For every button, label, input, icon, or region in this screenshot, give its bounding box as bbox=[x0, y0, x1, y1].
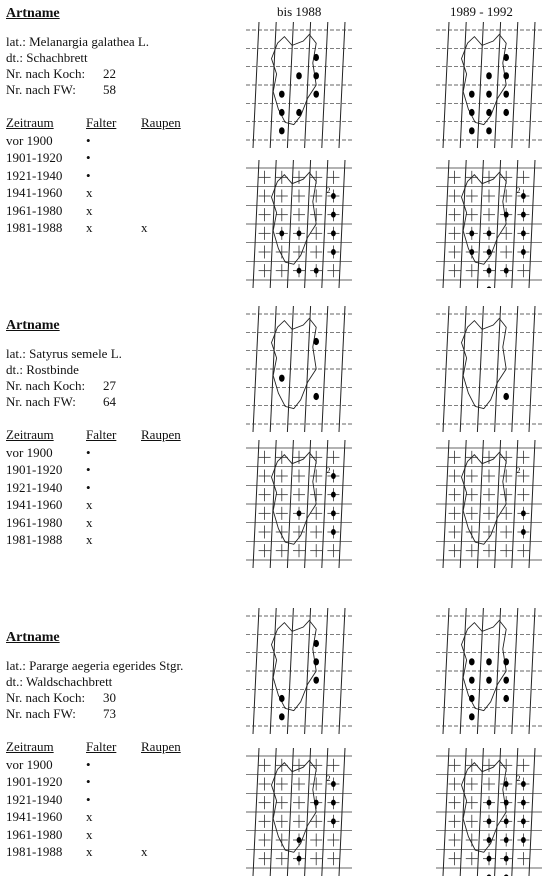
falter-cell: • bbox=[86, 756, 91, 772]
falter-cell: x bbox=[86, 514, 93, 530]
period-table bbox=[6, 114, 236, 237]
period-cell: 1901-1920 bbox=[6, 774, 63, 789]
header-zeitraum: Zeitraum bbox=[6, 115, 54, 130]
occurrence-dot bbox=[504, 874, 509, 876]
occurrence-dot bbox=[487, 837, 492, 843]
occurrence-dot bbox=[503, 91, 509, 98]
falter-cell: x bbox=[86, 497, 93, 512]
period-cell: 1981-1988 bbox=[6, 220, 63, 235]
falter-cell: x bbox=[86, 809, 93, 824]
species-heading: Artname bbox=[6, 630, 60, 645]
falter-cell: • bbox=[86, 444, 91, 460]
german-name: dt.: Rostbinde bbox=[6, 362, 79, 377]
occurrence-dot bbox=[297, 837, 302, 843]
falter-cell: x bbox=[86, 844, 93, 859]
occurrence-dot bbox=[503, 109, 509, 116]
koch-label: Nr. nach Koch: bbox=[6, 690, 86, 705]
occurrence-dot bbox=[487, 230, 492, 236]
occurrence-dot bbox=[486, 127, 492, 134]
occurrence-dot bbox=[313, 338, 319, 345]
raupen-cell bbox=[141, 826, 201, 844]
occurrence-dot bbox=[487, 856, 492, 862]
occurrence-dot bbox=[279, 91, 285, 98]
occurrence-dot bbox=[469, 127, 475, 134]
period-cell: 1901-1920 bbox=[6, 150, 63, 165]
species-info bbox=[6, 658, 236, 722]
occurrence-dot bbox=[331, 818, 336, 824]
occurrence-dot bbox=[487, 874, 492, 876]
occurrence-dot bbox=[469, 695, 475, 702]
occurrence-dot bbox=[521, 800, 526, 806]
distribution-map-fine bbox=[246, 160, 352, 288]
occurrence-dot bbox=[521, 249, 526, 255]
occurrence-dot bbox=[521, 837, 526, 843]
occurrence-dot bbox=[279, 127, 285, 134]
occurrence-dot bbox=[486, 109, 492, 116]
raupen-cell bbox=[141, 479, 201, 497]
occurrence-dot bbox=[521, 212, 526, 218]
distribution-map-coarse bbox=[436, 22, 542, 148]
falter-cell: x bbox=[86, 220, 93, 235]
distribution-map-fine bbox=[246, 440, 352, 568]
occurrence-dot bbox=[331, 193, 336, 199]
raupen-cell bbox=[141, 167, 201, 185]
occurrence-dot bbox=[469, 91, 475, 98]
distribution-map-coarse bbox=[246, 306, 352, 432]
occurrence-dot bbox=[487, 249, 492, 255]
period-cell: 1921-1940 bbox=[6, 791, 63, 807]
distribution-map-fine bbox=[436, 160, 542, 288]
distribution-map-coarse bbox=[436, 306, 542, 432]
period-cell: 1981-1988 bbox=[6, 844, 63, 859]
distribution-map-fine bbox=[436, 440, 542, 568]
occurrence-dot bbox=[313, 393, 319, 400]
fw-value: 58 bbox=[103, 82, 116, 97]
occurrence-dot bbox=[297, 510, 302, 516]
column-title-1989-1992: 1989 - 1992 bbox=[450, 4, 513, 19]
raupen-cell bbox=[141, 149, 201, 167]
table-row bbox=[6, 444, 236, 462]
occurrence-dot bbox=[279, 375, 285, 382]
koch-value: 27 bbox=[103, 378, 116, 393]
raupen-cell bbox=[141, 496, 201, 514]
occurrence-dot bbox=[486, 72, 492, 79]
falter-cell: • bbox=[86, 791, 91, 807]
species-heading: Artname bbox=[6, 318, 60, 333]
header-zeitraum: Zeitraum bbox=[6, 739, 54, 754]
distribution-map-coarse bbox=[246, 608, 352, 734]
occurrence-dot bbox=[469, 249, 474, 255]
raupen-cell bbox=[141, 756, 201, 774]
period-cell: vor 1900 bbox=[6, 444, 53, 460]
raupen-cell bbox=[141, 531, 201, 549]
occurrence-dot bbox=[504, 781, 509, 787]
distribution-map-coarse bbox=[246, 22, 352, 148]
table-row bbox=[6, 167, 236, 185]
falter-cell: • bbox=[86, 132, 91, 148]
map-annotation: 2 bbox=[516, 186, 521, 196]
period-cell: 1981-1988 bbox=[6, 532, 63, 547]
occurrence-dot bbox=[313, 677, 319, 684]
period-cell: 1961-1980 bbox=[6, 202, 63, 218]
occurrence-dot bbox=[279, 109, 285, 116]
raupen-cell bbox=[141, 461, 201, 479]
raupen-cell: x bbox=[141, 844, 148, 859]
latin-name: lat.: Melanargia galathea L. bbox=[6, 34, 150, 49]
header-falter: Falter bbox=[86, 427, 117, 442]
occurrence-dot bbox=[313, 91, 319, 98]
occurrence-dot bbox=[313, 658, 319, 665]
german-name: dt.: Schachbrett bbox=[6, 50, 88, 65]
header-raupen: Raupen bbox=[141, 427, 181, 442]
occurrence-dot bbox=[313, 640, 319, 647]
map-annotation: 2 bbox=[516, 466, 521, 476]
occurrence-dot bbox=[314, 800, 319, 806]
raupen-cell bbox=[141, 773, 201, 791]
occurrence-dot bbox=[331, 529, 336, 535]
table-row bbox=[6, 843, 236, 861]
table-row bbox=[6, 479, 236, 497]
column-title-bis-1988: bis 1988 bbox=[277, 4, 322, 19]
occurrence-dot bbox=[503, 393, 509, 400]
header-raupen: Raupen bbox=[141, 739, 181, 754]
period-table bbox=[6, 738, 236, 861]
map-annotation: 2 bbox=[326, 774, 331, 784]
table-row bbox=[6, 514, 236, 532]
occurrence-dot bbox=[331, 781, 336, 787]
occurrence-dot bbox=[503, 72, 509, 79]
occurrence-dot bbox=[486, 658, 492, 665]
occurrence-dot bbox=[314, 268, 319, 274]
occurrence-dot bbox=[331, 249, 336, 255]
fw-label: Nr. nach FW: bbox=[6, 82, 76, 97]
occurrence-dot bbox=[469, 713, 475, 720]
latin-name: lat.: Pararge aegeria egerides Stgr. bbox=[6, 658, 184, 673]
occurrence-dot bbox=[487, 286, 492, 288]
header-falter: Falter bbox=[86, 115, 117, 130]
koch-value: 30 bbox=[103, 690, 116, 705]
occurrence-dot bbox=[486, 677, 492, 684]
occurrence-dot bbox=[521, 510, 526, 516]
occurrence-dot bbox=[504, 268, 509, 274]
falter-cell: • bbox=[86, 774, 91, 789]
occurrence-dot bbox=[331, 510, 336, 516]
occurrence-dot bbox=[297, 268, 302, 274]
raupen-cell bbox=[141, 791, 201, 809]
distribution-map-coarse bbox=[436, 608, 542, 734]
species-info bbox=[6, 34, 236, 98]
raupen-cell bbox=[141, 444, 201, 462]
period-cell: 1941-1960 bbox=[6, 497, 63, 512]
distribution-map-fine bbox=[436, 748, 542, 876]
occurrence-dot bbox=[504, 856, 509, 862]
header-zeitraum: Zeitraum bbox=[6, 427, 54, 442]
koch-label: Nr. nach Koch: bbox=[6, 378, 86, 393]
map-annotation: 2 bbox=[326, 466, 331, 476]
occurrence-dot bbox=[504, 800, 509, 806]
falter-cell: • bbox=[86, 167, 91, 183]
period-cell: 1921-1940 bbox=[6, 167, 63, 183]
occurrence-dot bbox=[503, 54, 509, 61]
raupen-cell bbox=[141, 132, 201, 150]
occurrence-dot bbox=[279, 230, 284, 236]
fw-value: 73 bbox=[103, 706, 116, 721]
falter-cell: • bbox=[86, 479, 91, 495]
fw-label: Nr. nach FW: bbox=[6, 706, 76, 721]
occurrence-dot bbox=[331, 492, 336, 498]
occurrence-dot bbox=[331, 800, 336, 806]
occurrence-dot bbox=[504, 818, 509, 824]
table-header bbox=[6, 426, 236, 444]
occurrence-dot bbox=[331, 212, 336, 218]
period-cell: 1921-1940 bbox=[6, 479, 63, 495]
table-row bbox=[6, 531, 236, 549]
falter-cell: • bbox=[86, 462, 91, 477]
occurrence-dot bbox=[521, 193, 526, 199]
occurrence-dot bbox=[521, 529, 526, 535]
map-annotation: 2 bbox=[516, 774, 521, 784]
header-falter: Falter bbox=[86, 739, 117, 754]
table-row bbox=[6, 132, 236, 150]
occurrence-dot bbox=[521, 818, 526, 824]
occurrence-dot bbox=[487, 818, 492, 824]
period-cell: 1941-1960 bbox=[6, 809, 63, 824]
raupen-cell bbox=[141, 202, 201, 220]
latin-name: lat.: Satyrus semele L. bbox=[6, 346, 122, 361]
occurrence-dot bbox=[331, 230, 336, 236]
raupen-cell bbox=[141, 184, 201, 202]
falter-cell: x bbox=[86, 826, 93, 842]
header-raupen: Raupen bbox=[141, 115, 181, 130]
fw-value: 64 bbox=[103, 394, 116, 409]
table-header bbox=[6, 738, 236, 756]
raupen-cell: x bbox=[141, 220, 148, 235]
species-info bbox=[6, 346, 236, 410]
falter-cell: x bbox=[86, 185, 93, 200]
german-name: dt.: Waldschachbrett bbox=[6, 674, 113, 689]
occurrence-dot bbox=[296, 109, 302, 116]
table-row bbox=[6, 202, 236, 220]
species-block-2 bbox=[6, 318, 236, 549]
table-row bbox=[6, 756, 236, 774]
table-header bbox=[6, 114, 236, 132]
occurrence-dot bbox=[331, 473, 336, 479]
table-row bbox=[6, 826, 236, 844]
occurrence-dot bbox=[279, 695, 285, 702]
occurrence-dot bbox=[486, 91, 492, 98]
occurrence-dot bbox=[469, 230, 474, 236]
period-cell: vor 1900 bbox=[6, 132, 53, 148]
occurrence-dot bbox=[521, 781, 526, 787]
falter-cell: x bbox=[86, 202, 93, 218]
table-row bbox=[6, 773, 236, 791]
species-heading: Artname bbox=[6, 6, 60, 21]
occurrence-dot bbox=[504, 212, 509, 218]
species-block-3 bbox=[6, 630, 236, 861]
occurrence-dot bbox=[487, 800, 492, 806]
falter-cell: x bbox=[86, 532, 93, 547]
fw-label: Nr. nach FW: bbox=[6, 394, 76, 409]
period-cell: 1901-1920 bbox=[6, 462, 63, 477]
period-cell: vor 1900 bbox=[6, 756, 53, 772]
occurrence-dot bbox=[504, 837, 509, 843]
period-cell: 1961-1980 bbox=[6, 826, 63, 842]
raupen-cell bbox=[141, 514, 201, 532]
occurrence-dot bbox=[279, 713, 285, 720]
table-row bbox=[6, 808, 236, 826]
occurrence-dot bbox=[469, 658, 475, 665]
occurrence-dot bbox=[297, 230, 302, 236]
table-row bbox=[6, 184, 236, 202]
distribution-map-fine bbox=[246, 748, 352, 876]
occurrence-dot bbox=[469, 677, 475, 684]
koch-value: 22 bbox=[103, 66, 116, 81]
raupen-cell bbox=[141, 808, 201, 826]
occurrence-dot bbox=[503, 677, 509, 684]
period-table bbox=[6, 426, 236, 549]
occurrence-dot bbox=[313, 72, 319, 79]
table-row bbox=[6, 461, 236, 479]
occurrence-dot bbox=[296, 72, 302, 79]
period-cell: 1961-1980 bbox=[6, 514, 63, 530]
occurrence-dot bbox=[313, 54, 319, 61]
map-annotation: 2 bbox=[326, 186, 331, 196]
occurrence-dot bbox=[487, 268, 492, 274]
occurrence-dot bbox=[503, 658, 509, 665]
koch-label: Nr. nach Koch: bbox=[6, 66, 86, 81]
falter-cell: • bbox=[86, 150, 91, 165]
occurrence-dot bbox=[503, 695, 509, 702]
table-row bbox=[6, 791, 236, 809]
occurrence-dot bbox=[297, 856, 302, 862]
period-cell: 1941-1960 bbox=[6, 185, 63, 200]
species-block-1 bbox=[6, 6, 236, 237]
table-row bbox=[6, 219, 236, 237]
table-row bbox=[6, 496, 236, 514]
occurrence-dot bbox=[521, 230, 526, 236]
table-row bbox=[6, 149, 236, 167]
occurrence-dot bbox=[469, 109, 475, 116]
